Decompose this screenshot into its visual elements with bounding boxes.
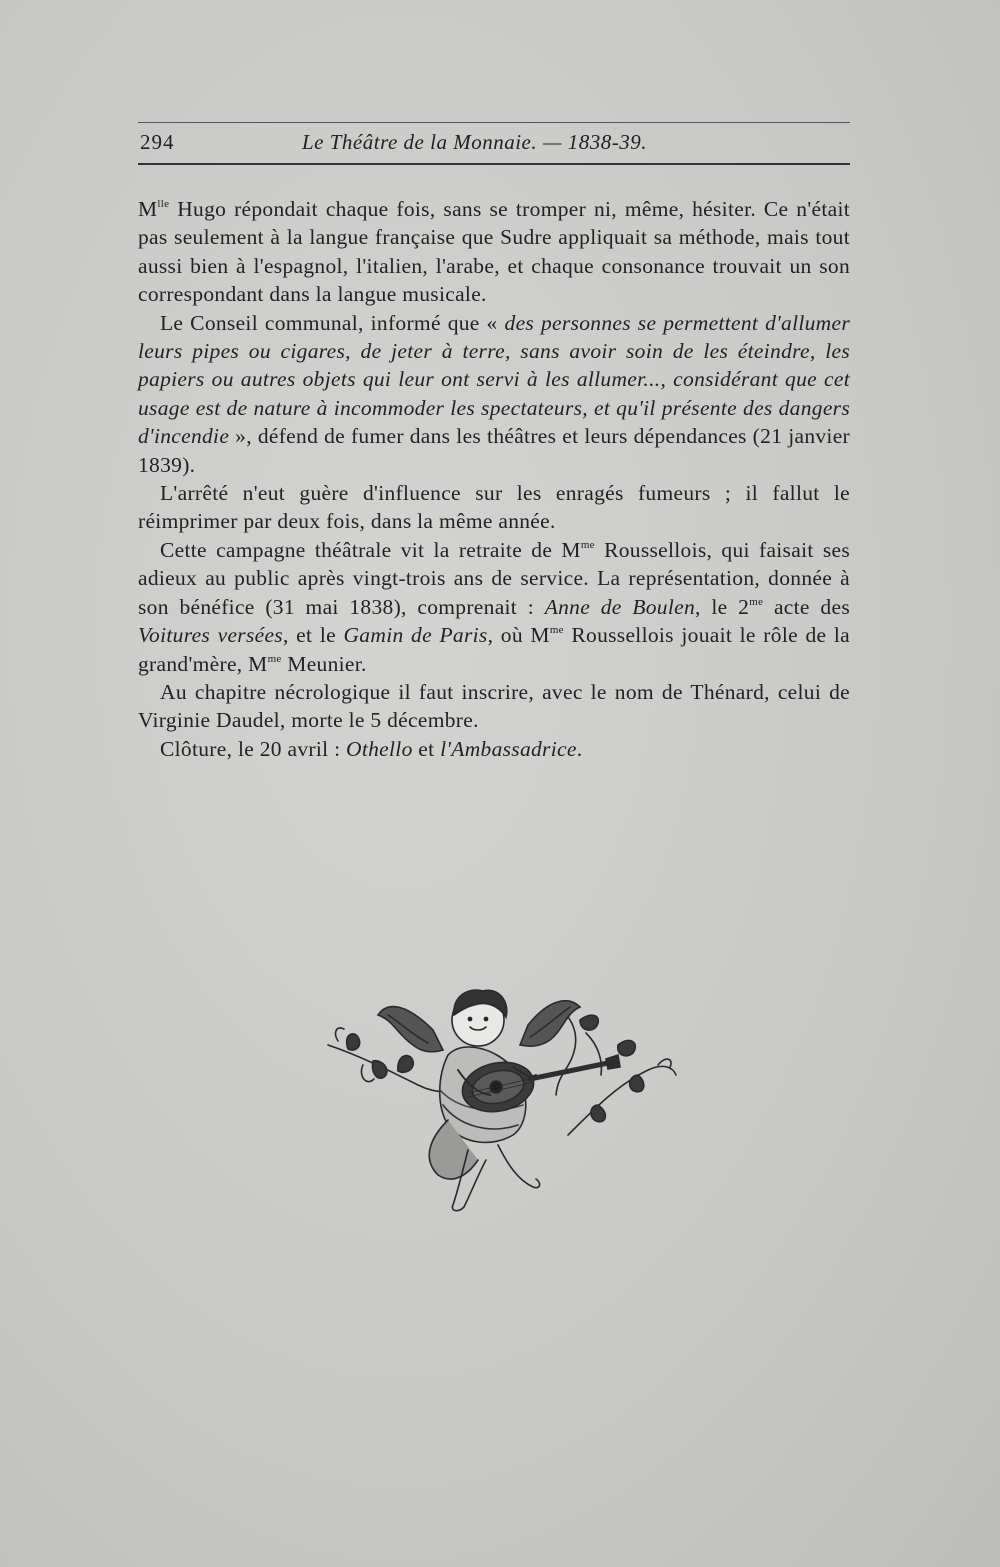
work-title: Othello xyxy=(346,736,413,761)
page-number: 294 xyxy=(140,130,175,154)
paragraph-text: », défend de fumer dans les théâtres et leurs dépendances (21 janvier 1839). xyxy=(138,424,850,477)
paragraph-text: , où M xyxy=(487,623,550,648)
paragraph-text: Cette campagne théâtrale vit la retraite de M xyxy=(160,537,581,562)
ordinal-sup: me xyxy=(749,595,764,608)
header-rule-bottom xyxy=(138,163,850,165)
paragraph-text: acte des xyxy=(763,594,850,619)
paragraph xyxy=(138,735,850,763)
paragraph-text: Roussellois jouait le rôle de la grand'mère, M xyxy=(138,623,850,676)
body-text xyxy=(138,195,850,763)
paragraph-text: , et le xyxy=(282,623,344,648)
paragraph-text: Meunier. xyxy=(281,651,367,676)
running-title: Le Théâtre de la Monnaie. — 1838-39. xyxy=(302,130,648,154)
cherub-with-lute-icon xyxy=(318,975,682,1215)
paragraph xyxy=(138,195,850,309)
work-title: Anne de Boulen xyxy=(544,594,696,619)
paragraph-text: et xyxy=(412,736,441,761)
paragraph-text: L'arrêté n'eut guère d'influence sur les enragés fumeurs ; il fallut le réimprimer par deux fois, dans la même année. xyxy=(138,481,850,534)
honorific: M xyxy=(138,197,158,221)
honorific-sup: me xyxy=(549,624,564,637)
work-title: l'Ambassadrice xyxy=(440,736,577,761)
page-header xyxy=(138,130,850,160)
paragraph-text: Roussellois, qui faisait ses adieux au public après vingt-trois ans de service. La représentation, donnée à son bénéfice (31 mai 1838), comprenait : xyxy=(138,537,850,619)
paragraph xyxy=(138,536,850,678)
honorific-sup: me xyxy=(267,652,282,665)
paragraph-text: , le 2 xyxy=(695,594,750,619)
paragraph xyxy=(138,309,850,479)
paragraph-text: . xyxy=(576,736,583,761)
work-title: Voitures versées xyxy=(138,623,283,648)
paragraph xyxy=(138,678,850,735)
quoted-text: des personnes se permettent d'allumer leurs pipes ou cigares, de jeter à terre, sans avoir soin de les éteindre, les papiers ou autres objets qui leur ont servi à les allumer..., considérant que cet usage est de nature à incommoder les spectateurs, et qu'il présente des dangers d'incendie xyxy=(138,310,851,449)
paragraph-text: Hugo répondait chaque fois, sans se tromper ni, même, hésiter. Ce n'était pas seulement à la langue française que Sudre appliquait sa méthode, mais tout aussi bien à l'espagnol, l'italien, l'arabe, et chaque consonance trouvait un son correspondant dans la langue musicale. xyxy=(138,197,850,307)
honorific-sup: lle xyxy=(157,198,170,210)
work-title: Gamin de Paris xyxy=(343,623,488,648)
paragraph-text: Au chapitre nécrologique il faut inscrire, avec le nom de Thénard, celui de Virginie Daudel, morte le 5 décembre. xyxy=(138,679,850,733)
paragraph xyxy=(138,479,850,536)
paragraph-text: Clôture, le 20 avril : xyxy=(160,736,347,761)
paragraph-text: Le Conseil communal, informé que « xyxy=(160,310,505,335)
honorific-sup: me xyxy=(580,538,595,551)
header-rule-top xyxy=(138,122,850,123)
